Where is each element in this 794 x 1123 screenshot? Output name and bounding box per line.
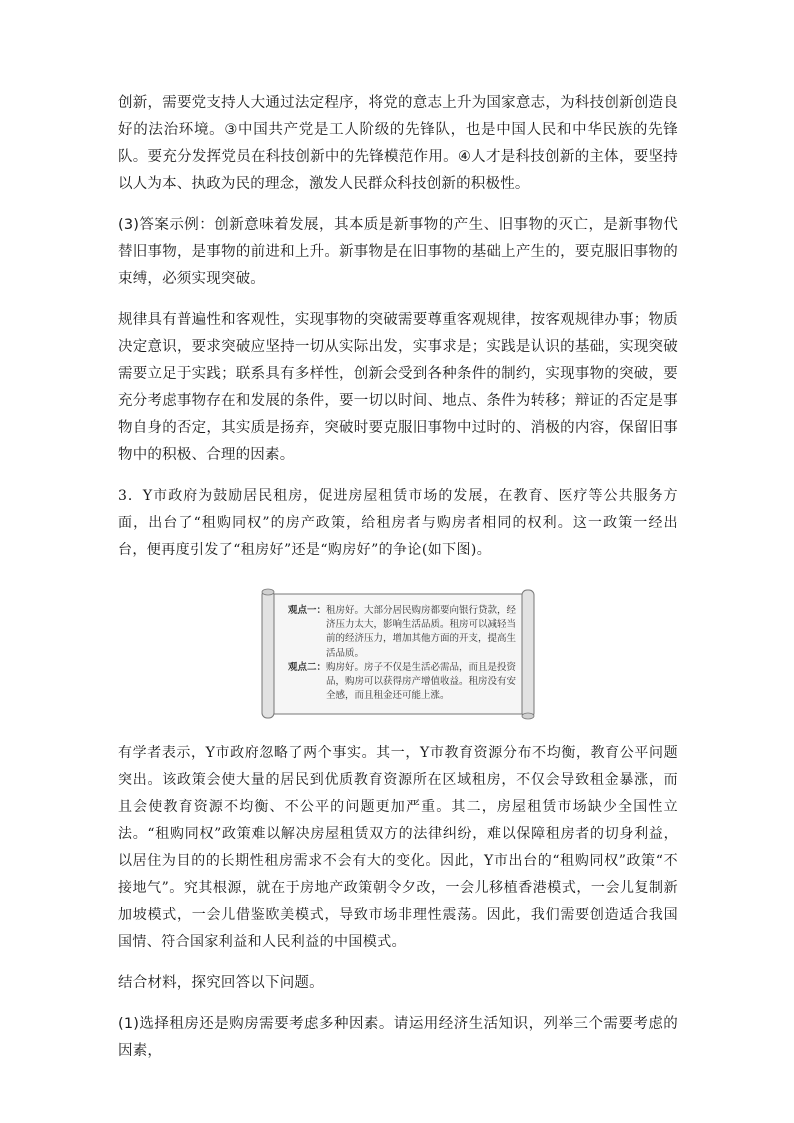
paragraph-party-innovation: 创新，需要党支持人大通过法定程序，将党的意志上升为国家意志，为科技创新创造良好的法治环境。③中国共产党是工人阶级的先锋队，也是中国人民和中华民族的先锋队。要充分发挥党员在科技创新中的先锋模范作用。④人才是科技创新的主体，要坚持以人为本、执政为民的理念，激发人民群众科技创新的积极性。	[118, 95, 678, 192]
paragraph-answer-3: (3)答案示例：创新意味着发展，其本质是新事物的产生、旧事物的灭亡，是新事物代替旧事物，是事物的前进和上升。新事物是在旧事物的基础上产生的，要克服旧事物的束缚，必须实现突破。	[118, 217, 678, 287]
paragraph-philosophy: 规律具有普遍性和客观性，实现事物的突破需要尊重客观规律，按客观规律办事；物质决定意识，要求突破应坚持一切从实际出发，实事求是；实践是认识的基础，实现突破需要立足于实践；联系具有多样性，创新会受到各种条件的制约，实现事物的突破，要充分考虑事物存在和发展的条件，要一切以时间、地点、条件为转移；辩证的否定是事物自身的否定，其实质是扬弃，突破时要克服旧事物中过时的、消极的内容，保留旧事物中的积极、合理的因素。	[118, 312, 678, 463]
paragraph-scholar-comment: 有学者表示，Y市政府忽略了两个事实。其一，Y市教育资源分布不均衡，教育公平问题突出。该政策会使大量的居民到优质教育资源所在区域租房，不仅会导致租金暴涨，而且会使教育资源不均衡、不公平的问题更加严重。其二，房屋租赁市场缺少全国性立法。“租购同权”政策难以解决房屋租赁双方的法律纠纷，难以保障租房者的切身利益，以居住为目的的长期性租房需求不会有大的变化。因此，Y市出台的“租购同权”政策“不接地气”。究其根源，就在于房地产政策朝令夕改，一会儿移植香港模式，一会儿复制新加坡模式，一会儿借鉴欧美模式，导致市场非理性震荡。因此，我们需要创造适合我国国情、符合国家利益和人民利益的中国模式。	[118, 745, 678, 950]
document-page	[118, 90, 678, 1065]
viewpoint-2	[288, 661, 518, 704]
viewpoint-1-label: 观点一：	[288, 605, 327, 616]
paragraph-instruction: 结合材料，探究回答以下问题。	[118, 975, 324, 991]
viewpoint-text	[288, 604, 518, 703]
paragraph-question-1: (1)选择租房还是购房需要考虑多种因素。请运用经济生活知识，列举三个需要考虑的因素，	[118, 1016, 678, 1059]
viewpoint-1-text: 租房好。大部分居民购房都要向银行贷款，经济压力太大，影响生活品质。租房可以减轻当前的经济压力，增加其他方面的开支，提高生活品质。	[326, 605, 517, 659]
viewpoint-2-label: 观点二：	[288, 661, 327, 673]
viewpoint-2-text: 购房好。房子不仅是生活必需品，而且是投资品，购房可以获得房产增值收益。租房没有安全感，而且租金还可能上涨。	[326, 661, 517, 702]
viewpoint-1	[288, 604, 518, 661]
viewpoint-scroll-figure	[258, 588, 538, 720]
question-3-intro: 3．Y市政府为鼓励居民租房，促进房屋租赁市场的发展，在教育、医疗等公共服务方面，出台了“租购同权”的房产政策，给租房者与购房者相同的权利。这一政策一经出台，便再度引发了“租房好”还是“购房好”的争论(如下图)。	[118, 488, 678, 558]
